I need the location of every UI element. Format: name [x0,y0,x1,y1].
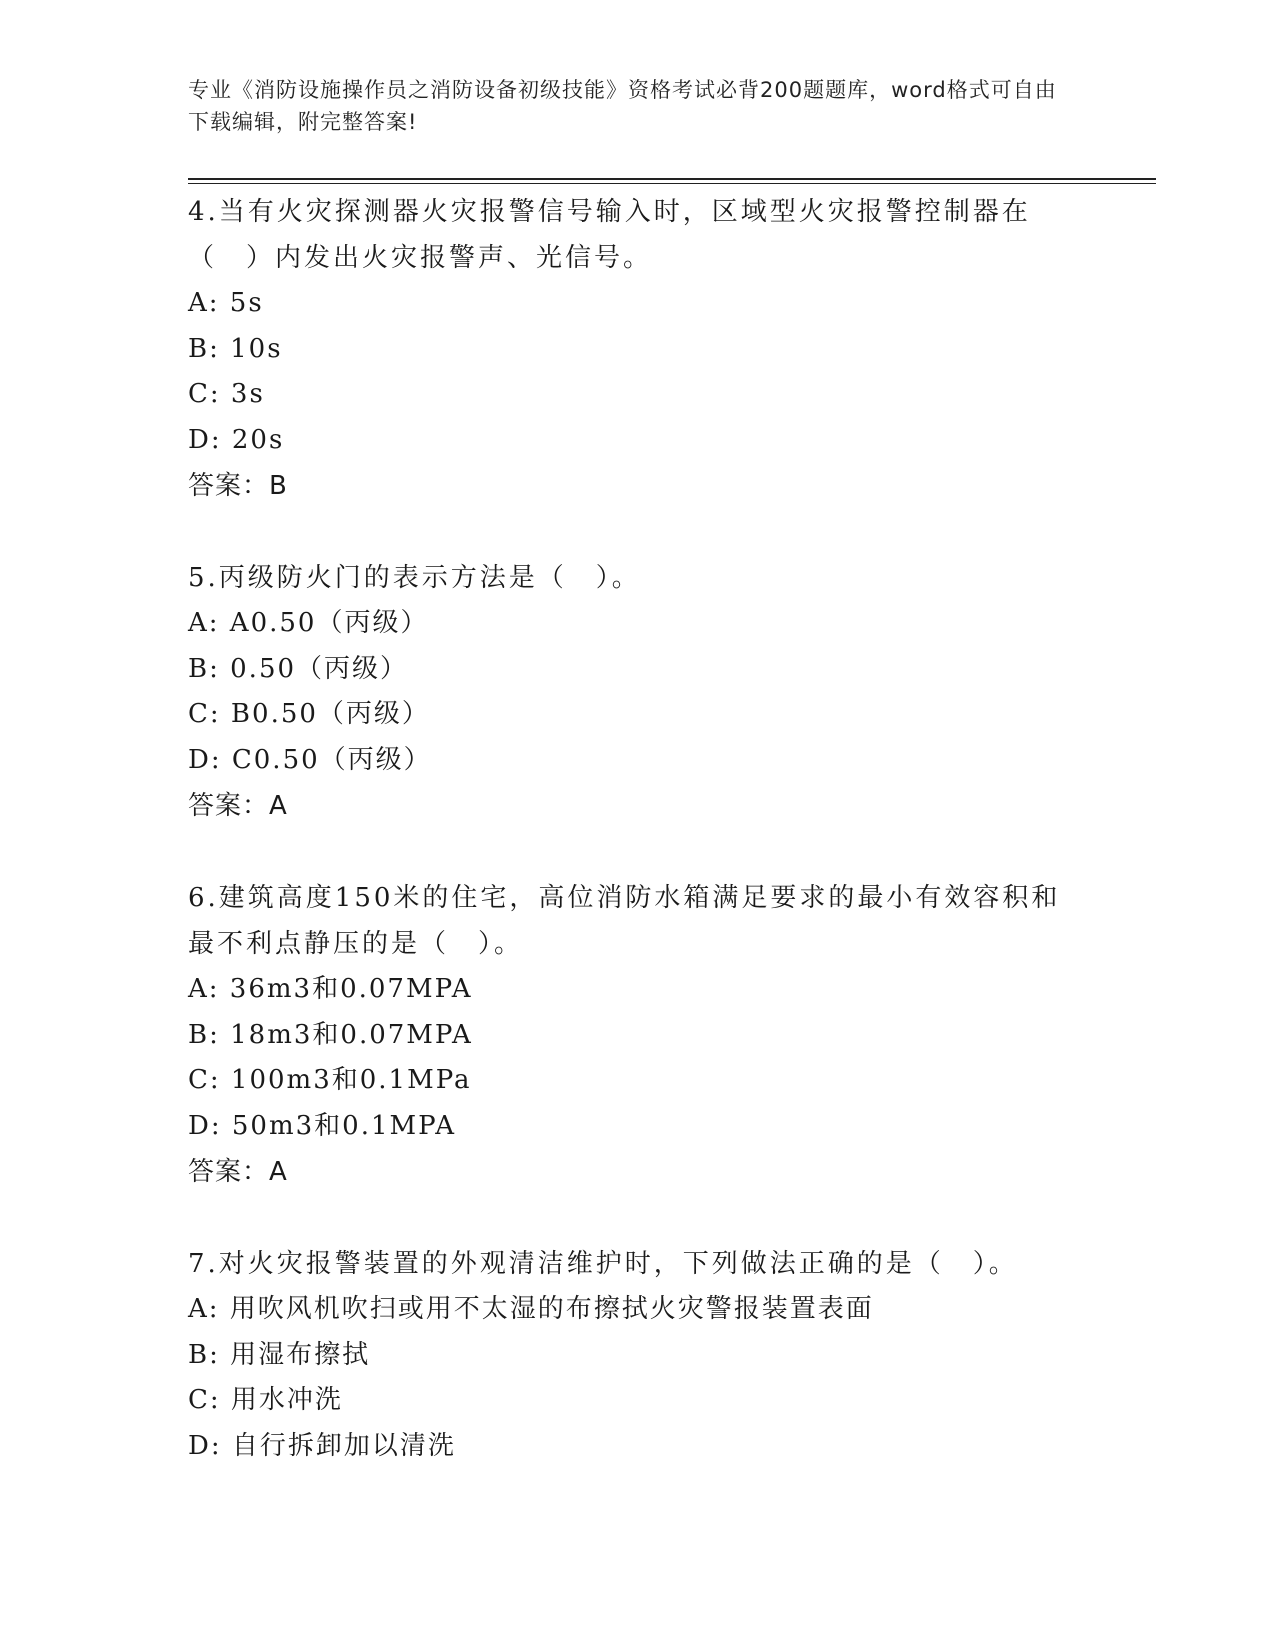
question-text: 6.建筑高度150米的住宅，高位消防水箱满足要求的最小有效容积和最不利点静压的是（ ）。 [188,883,1061,959]
question-text: 5.丙级防火门的表示方法是（ ）。 [188,563,641,593]
answer-line: 答案：A [188,1157,288,1187]
question-6 [188,875,1068,1195]
option-a: A: 用吹风机吹扫或用不太湿的布擦拭火灾警报装置表面 [188,1294,874,1324]
option-b: B: 0.50（丙级） [188,653,409,684]
question-4 [188,189,1068,509]
answer-line: 答案：B [188,471,288,501]
option-b: B: 用湿布擦拭 [188,1339,371,1370]
option-d: D: 自行拆卸加以清洗 [188,1430,456,1461]
document-header-note: 专业《消防设施操作员之消防设备初级技能》资格考试必背200题题库，word格式可自由下载编辑，附完整答案! [188,78,1057,134]
question-5 [188,555,1068,829]
option-c: C: B0.50（丙级） [188,699,430,729]
option-d: D: C0.50（丙级） [188,744,432,775]
option-b: B: 10s [188,333,283,364]
option-d: D: 20s [188,424,285,455]
question-text: 4.当有火灾探测器火灾报警信号输入时，区域型火灾报警控制器在（ ）内发出火灾报警声、光信号。 [188,197,1031,273]
option-c: C: 3s [188,379,265,409]
question-7 [188,1241,1068,1469]
option-a: A: 5s [188,288,264,318]
option-d: D: 50m3和0.1MPA [188,1110,457,1141]
question-text: 7.对火灾报警装置的外观清洁维护时，下列做法正确的是（ ）。 [188,1249,1018,1279]
option-c: C: 用水冲洗 [188,1385,343,1415]
header-divider-thin [188,183,1156,184]
option-b: B: 18m3和0.07MPA [188,1019,473,1050]
answer-line: 答案：A [188,791,288,821]
header-divider-thick [188,178,1156,180]
option-a: A: 36m3和0.07MPA [188,974,473,1004]
option-a: A: A0.50（丙级） [188,608,429,638]
question-list [188,189,1068,1515]
option-c: C: 100m3和0.1MPa [188,1065,472,1095]
